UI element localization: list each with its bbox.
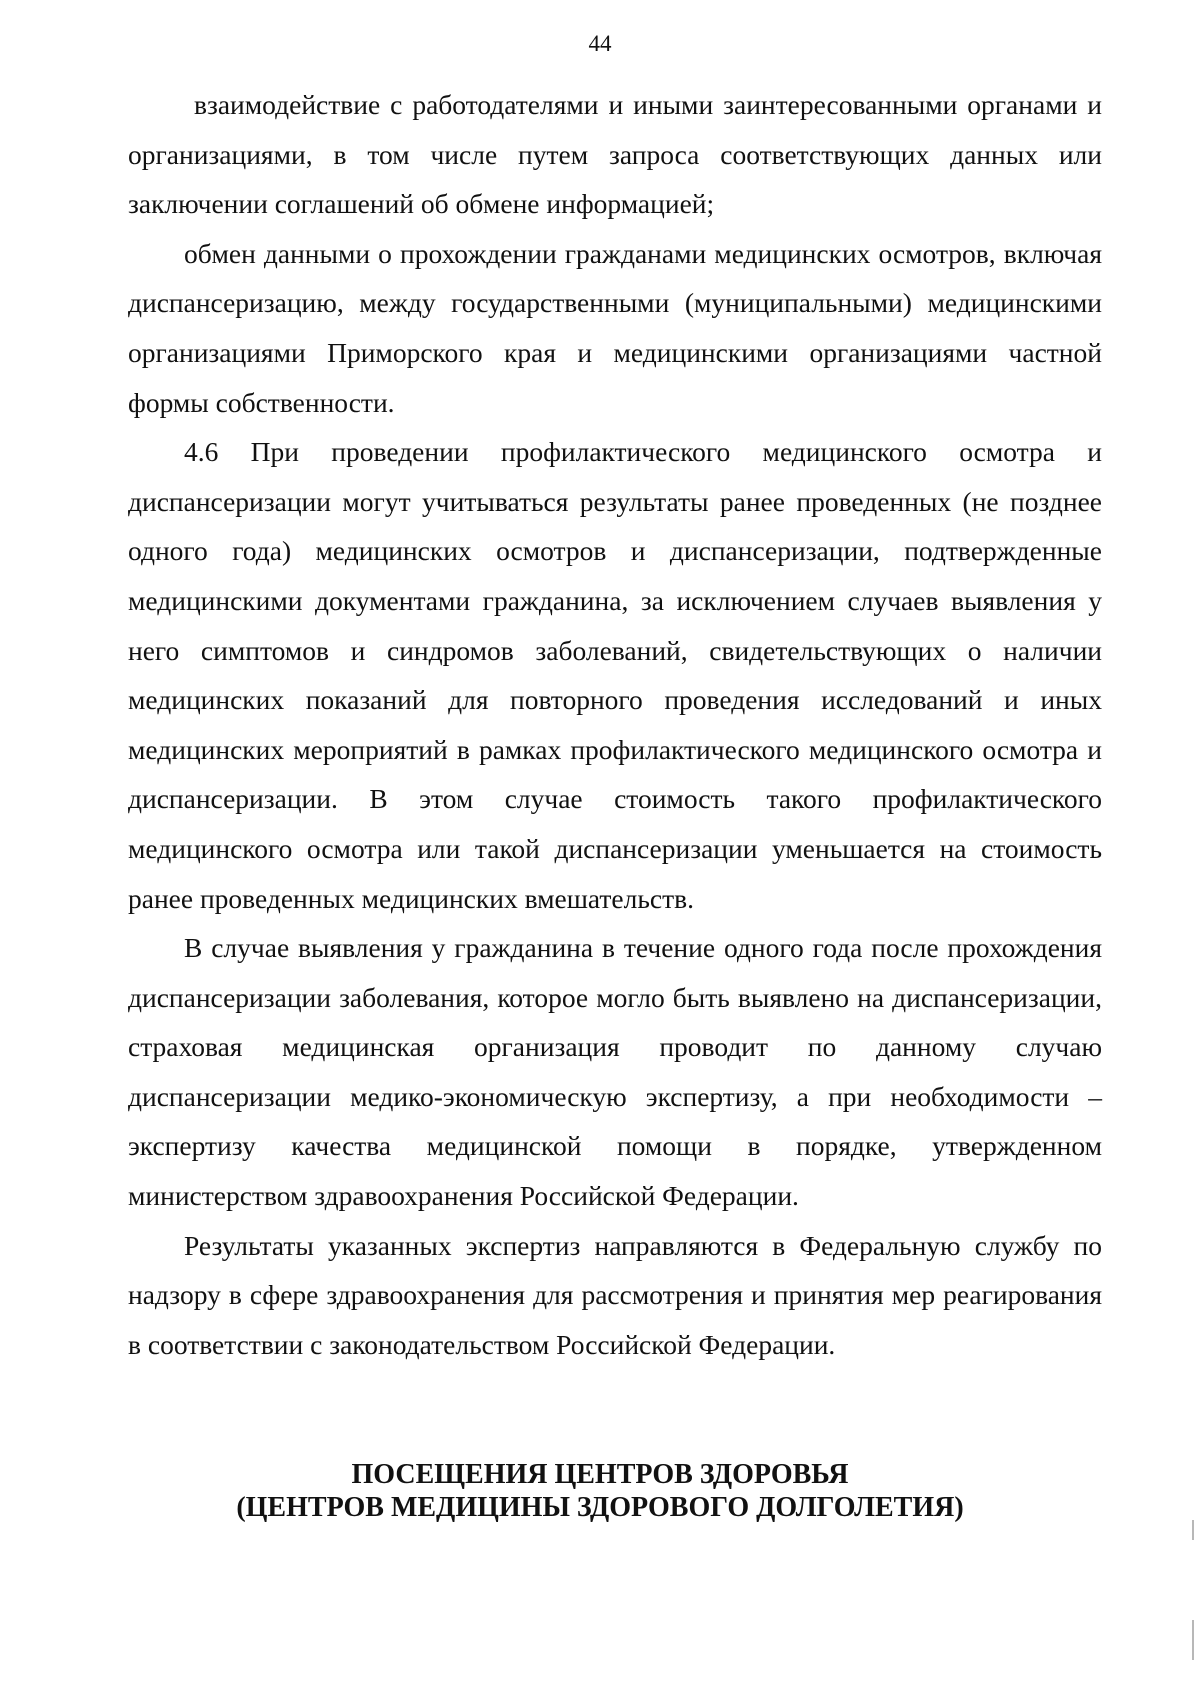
paragraph-data-exchange: обмен данными о прохождении гражданами медицинских осмотров, включая диспансеризацию, между государственными (муниципальными) медицинскими организациями Приморского края и медицинскими организациями частной формы собственности.	[128, 237, 1102, 418]
scan-margin-mark	[1192, 1620, 1194, 1660]
scan-margin-mark	[1192, 1520, 1194, 1540]
paragraph-employer-interaction: взаимодействие с работодателями и иными заинтересованными органами и организациями, в том числе путем запроса соответствующих данных или заключении соглашений об обмене информацией;	[128, 89, 1102, 220]
paragraph-insurance-expertise: В случае выявления у гражданина в течение одного года после прохождения диспансеризации заболевания, которое могло быть выявлено на диспансеризации, страховая медицинская организация проводит по данному случаю диспансеризации медико-экономическую экспертизу, а при необходимости – экспертизу качества медицинской помощи в порядке, утвержденном министерством здравоохранения Российской Федерации.	[128, 932, 1102, 1212]
document-body	[128, 80, 1102, 1369]
section-heading-line-2: (ЦЕНТРОВ МЕДИЦИНЫ ЗДОРОВОГО ДОЛГОЛЕТИЯ)	[236, 1492, 964, 1523]
section-heading-line-1: ПОСЕЩЕНИЯ ЦЕНТРОВ ЗДОРОВЬЯ	[351, 1459, 849, 1490]
paragraph-4-6-previous-results: 4.6 При проведении профилактического медицинского осмотра и диспансеризации могут учитываться результаты ранее проведенных (не позднее одного года) медицинских осмотров и диспансеризации, подтвержденные медицинскими документами гражданина, за исключением случаев выявления у него симптомов и синдромов заболеваний, свидетельствующих о наличии медицинских показаний для повторного проведения исследований и иных медицинских мероприятий в рамках профилактического медицинского осмотра и диспансеризации. В этом случае стоимость такого профилактического медицинского осмотра или такой диспансеризации уменьшается на стоимость ранее проведенных медицинских вмешательств.	[128, 436, 1102, 914]
paragraph-expertise-results: Результаты указанных экспертиз направляются в Федеральную службу по надзору в сфере здравоохранения для рассмотрения и принятия мер реагирования в соответствии с законодательством Российской Федерации.	[128, 1229, 1102, 1360]
section-heading	[0, 1458, 1200, 1524]
page-number: 44	[588, 31, 612, 56]
